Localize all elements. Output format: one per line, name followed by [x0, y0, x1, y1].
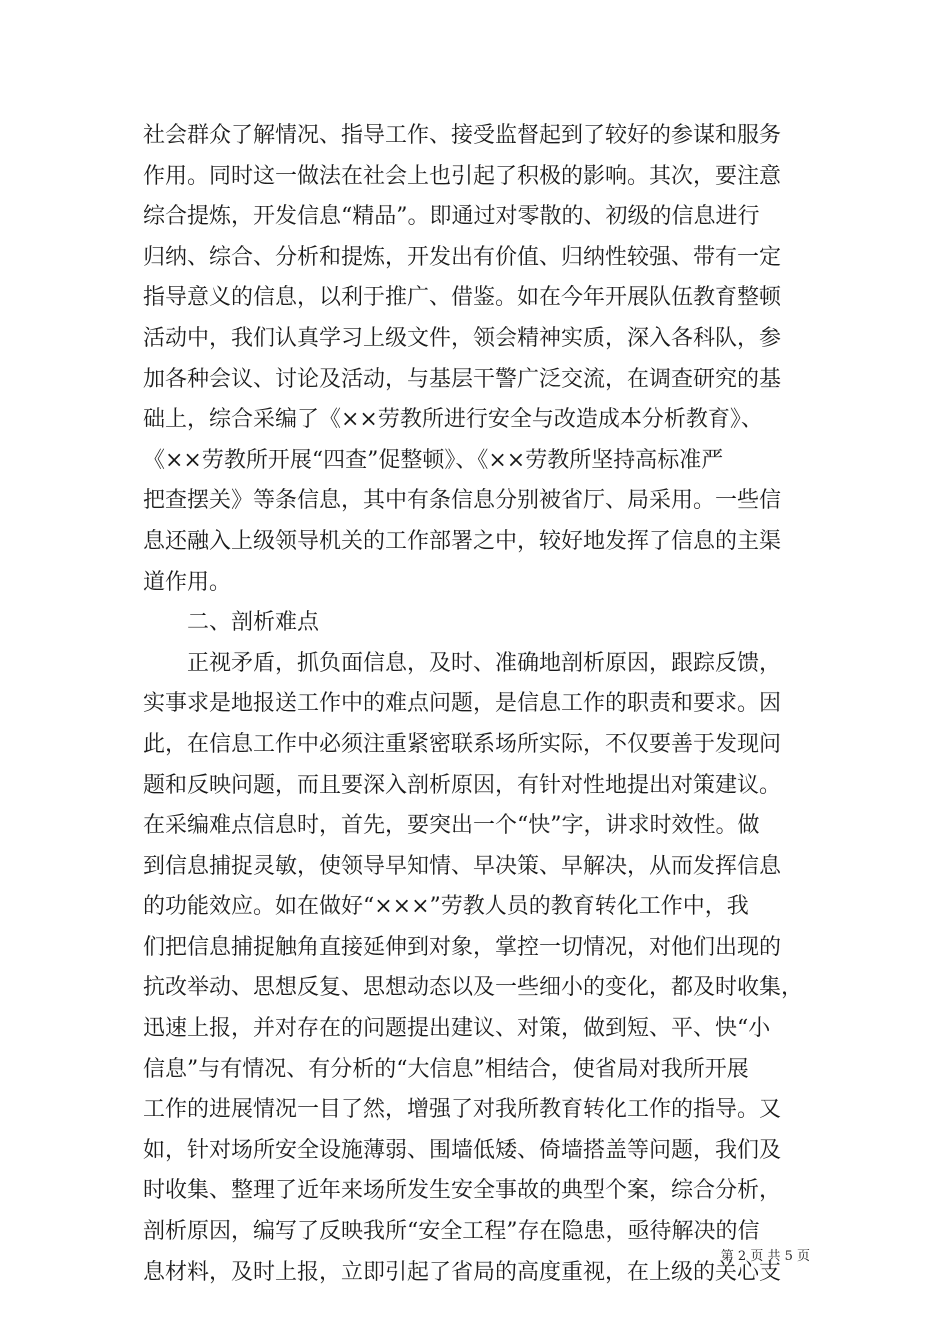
text-line: 在采编难点信息时，首先，要突出一个“快”字，讲求时效性。做	[143, 813, 760, 839]
section-heading: 二、剖析难点	[187, 610, 320, 636]
text-line: 社会群众了解情况、指导工作、接受监督起到了较好的参谋和服务	[143, 123, 782, 148]
text-line: 到信息捕捉灵敏，使领导早知情、早决策、早解决，从而发挥信息	[143, 853, 782, 879]
text-line: 此，在信息工作中必须注重紧密联系场所实际，不仅要善于发现问	[143, 731, 782, 757]
text-line: 道作用。	[143, 569, 232, 595]
text-line: 《××劳教所开展“四查”促整顿》、《××劳教所坚持高标准严	[143, 447, 724, 473]
text-line: 作用。同时这一做法在社会上也引起了积极的影响。其次，要注意	[143, 163, 782, 189]
text-line: 剖析原因，编写了反映我所“安全工程”存在隐患，亟待解决的信	[143, 1219, 760, 1245]
text-line: 题和反映问题，而且要深入剖析原因，有针对性地提出对策建议。	[143, 772, 782, 798]
text-line: 把查摆关》等条信息，其中有条信息分别被省厅、局采用。一些信	[143, 488, 782, 514]
text-line: 指导意义的信息，以利于推广、借鉴。如在今年开展队伍教育整顿	[143, 285, 782, 311]
text-line: 实事求是地报送工作中的难点问题，是信息工作的职责和要求。因	[143, 691, 782, 717]
text-line: 抗改举动、思想反复、思想动态以及一些细小的变化，都及时收集，	[143, 975, 804, 1001]
text-line: 工作的进展情况一目了然，增强了对我所教育转化工作的指导。又	[143, 1097, 782, 1123]
text-line: 信息”与有情况、有分析的“大信息”相结合，使省局对我所开展	[143, 1056, 749, 1082]
page-number: 第 2 页 共 5 页	[720, 1249, 810, 1264]
text-line: 归纳、综合、分析和提炼，开发出有价值、归纳性较强、带有一定	[143, 244, 782, 270]
text-line: 综合提炼，开发信息“精品”。即通过对零散的、初级的信息进行	[143, 204, 760, 230]
text-line: 们把信息捕捉触角直接延伸到对象，掌控一切情况，对他们出现的	[143, 934, 782, 960]
text-line: 息还融入上级领导机关的工作部署之中，较好地发挥了信息的主渠	[143, 528, 782, 554]
text-line: 础上，综合采编了《××劳教所进行安全与改造成本分析教育》、	[143, 407, 763, 433]
text-line: 迅速上报，并对存在的问题提出建议、对策，做到短、平、快“小	[143, 1016, 771, 1042]
text-line: 息材料，及时上报，立即引起了省局的高度重视，在上级的关心支	[143, 1259, 782, 1285]
text-line: 活动中，我们认真学习上级文件，领会精神实质，深入各科队，参	[143, 325, 782, 351]
text-line: 加各种会议、讨论及活动，与基层干警广泛交流，在调查研究的基	[143, 366, 782, 392]
document-body	[143, 116, 813, 1293]
text-line: 的功能效应。如在做好“×××”劳教人员的教育转化工作中，我	[143, 894, 749, 920]
text-line: 如，针对场所安全设施薄弱、围墙低矮、倚墙搭盖等问题，我们及	[143, 1137, 782, 1163]
text-line: 正视矛盾，抓负面信息，及时、准确地剖析原因，跟踪反馈，	[187, 650, 782, 676]
text-line: 时收集、整理了近年来场所发生安全事故的典型个案，综合分析，	[143, 1178, 782, 1204]
